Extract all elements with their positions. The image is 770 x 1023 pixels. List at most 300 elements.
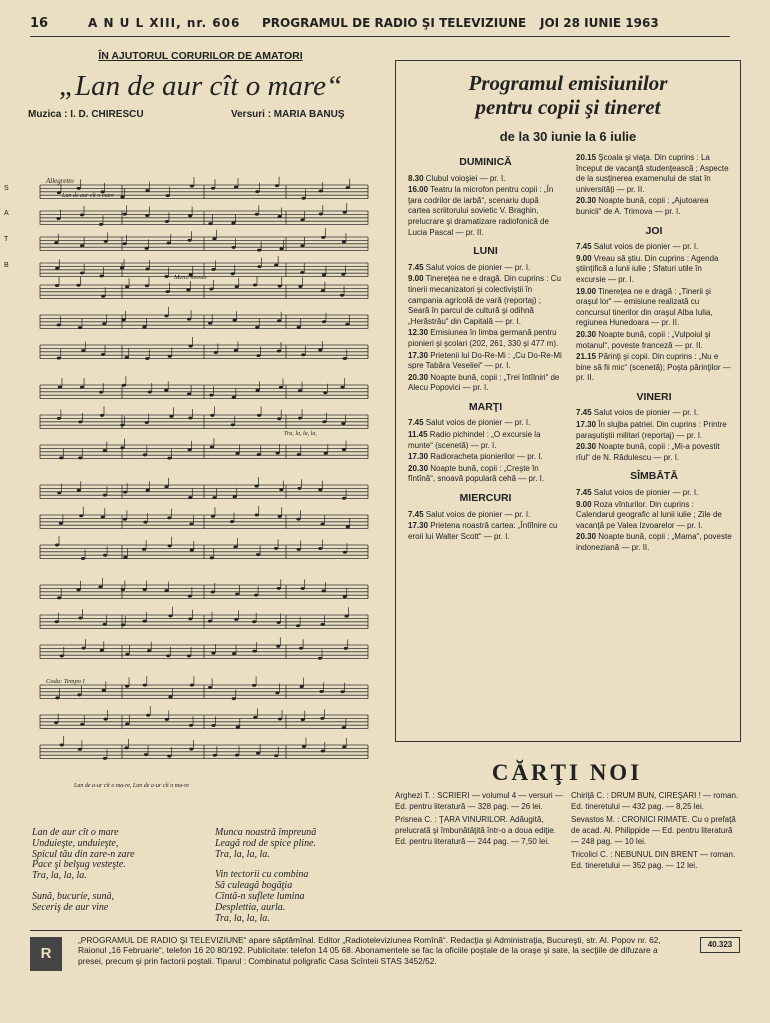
note-head <box>208 620 212 623</box>
note-head <box>164 275 168 278</box>
program-item-time: 9.00 <box>576 253 592 263</box>
note-head <box>297 487 301 490</box>
note-head <box>299 647 303 650</box>
note-head <box>231 272 235 275</box>
note-head <box>77 693 81 696</box>
note-head <box>168 695 172 698</box>
note-head <box>60 654 64 657</box>
note-head <box>208 222 212 225</box>
program-item-time: 19.00 <box>576 286 597 296</box>
note-head <box>125 653 129 656</box>
voice-letter-a: A <box>4 210 9 217</box>
note-head <box>300 685 304 688</box>
issue-label: A N U L XIII, nr. 606 <box>88 16 241 30</box>
note-head <box>77 187 81 190</box>
note-head <box>121 623 125 626</box>
note-head <box>57 357 61 360</box>
note-head <box>230 520 234 523</box>
note-head <box>298 285 302 288</box>
note-head <box>104 240 108 243</box>
note-head <box>277 319 281 322</box>
score-lyric-2: Tra, la, la, la, <box>284 431 317 437</box>
note-head <box>211 515 215 518</box>
note-head <box>100 414 104 417</box>
note-head <box>168 355 172 358</box>
program-item-time: 11.45 <box>408 430 428 440</box>
note-head <box>344 615 348 618</box>
note-head <box>122 384 126 387</box>
note-head <box>277 417 281 420</box>
note-head <box>233 495 237 498</box>
note-head <box>236 726 240 729</box>
note-head <box>213 754 217 757</box>
program-item <box>408 274 563 327</box>
note-head <box>276 451 280 454</box>
note-head <box>120 424 124 427</box>
note-head <box>341 273 345 276</box>
note-head <box>255 389 259 392</box>
program-item-text: Salut voios de pionier — pr. I. <box>591 242 699 252</box>
note-head <box>318 547 322 550</box>
note-head <box>324 452 328 455</box>
note-head <box>143 684 147 687</box>
song-lyrics <box>32 828 377 928</box>
program-period: de la 30 iunie la 6 iulie <box>499 129 637 144</box>
note-head <box>143 453 147 456</box>
note-head <box>318 349 322 352</box>
note-head <box>187 239 191 242</box>
program-item-time: 7.45 <box>408 509 424 519</box>
note-head <box>256 553 260 556</box>
note-head <box>189 748 193 751</box>
note-head <box>319 690 323 693</box>
note-head <box>188 214 192 217</box>
lyrics-credit: Versuri : MARIA BANUŞ <box>231 109 345 120</box>
program-item <box>408 185 563 238</box>
music-score <box>4 175 374 797</box>
note-head <box>255 326 259 329</box>
note-head <box>208 686 212 689</box>
note-head <box>81 557 85 560</box>
note-head <box>231 423 235 426</box>
note-head <box>255 190 259 193</box>
issue-date: JOI 28 IUNIE 1963 <box>540 16 659 30</box>
program-item <box>408 263 563 274</box>
note-head <box>99 391 103 394</box>
coda-marking: Coda: Tempo I <box>46 678 85 685</box>
note-head <box>145 357 149 360</box>
lyrics-stanza: Munca noastră împreună Leagă rod de spice pline. Tra, la, la, la. <box>215 827 317 860</box>
voice-letter-s: S <box>4 185 9 192</box>
program-item-text: Salut voios de pionier — pr. I. <box>423 418 531 428</box>
program-item <box>576 352 732 384</box>
note-head <box>279 247 283 250</box>
note-head <box>234 349 238 352</box>
lyrics-left-column <box>32 828 202 924</box>
note-head <box>55 267 59 270</box>
program-item-text: Vreau să ştiu. Din cuprins : Agenda ştiinţifică a lunii iulie ; Sfaturi utile în excursie — pr. I. <box>576 253 719 284</box>
note-head <box>121 588 125 591</box>
program-day-heading: MARŢI <box>468 400 503 413</box>
note-head <box>210 446 214 449</box>
note-head <box>253 716 257 719</box>
note-head <box>296 624 300 627</box>
note-head <box>123 556 127 559</box>
note-head <box>145 189 149 192</box>
note-head <box>343 551 347 554</box>
note-head <box>342 448 346 451</box>
program-title-line2: pentru copii şi tineret <box>475 95 661 119</box>
note-head <box>211 652 215 655</box>
note-head <box>254 594 258 597</box>
note-head <box>77 489 81 492</box>
note-head <box>320 717 324 720</box>
note-head <box>257 249 261 252</box>
note-head <box>322 273 326 276</box>
note-head <box>322 320 326 323</box>
program-item-text: Radioracheta pionierilor — pr. I. <box>428 452 543 462</box>
book-entry: Tricolici C. : NEBUNUL DIN BRENT — roman. Ed. tineretului — 352 pag. — 12 lei. <box>571 850 736 870</box>
note-head <box>257 414 261 417</box>
program-box <box>395 60 741 742</box>
program-item-time: 7.45 <box>408 418 424 428</box>
note-head <box>323 391 327 394</box>
music-credit: Muzica : I. D. CHIRESCU <box>28 109 144 120</box>
program-item-text: Salut voios de pionier — pr. I. <box>423 509 531 519</box>
program-item-time: 9.00 <box>408 274 424 284</box>
note-head <box>55 544 59 547</box>
program-column-2 <box>576 153 732 555</box>
radio-logo-icon: R <box>30 937 62 971</box>
note-head <box>277 587 281 590</box>
note-head <box>57 491 61 494</box>
note-head <box>234 618 238 621</box>
note-head <box>296 518 300 521</box>
note-head <box>252 684 256 687</box>
note-head <box>235 754 239 757</box>
note-head <box>342 240 346 243</box>
note-head <box>143 620 147 623</box>
note-head <box>169 415 173 418</box>
note-head <box>123 242 127 245</box>
program-item-text: Salut voios de pionier — pr. I. <box>591 488 699 498</box>
note-head <box>210 556 214 559</box>
note-head <box>235 285 239 288</box>
program-item-text: Salut voios de pionier — pr. I. <box>591 408 699 418</box>
note-head <box>278 285 282 288</box>
note-head <box>343 211 347 214</box>
program-item <box>408 521 563 542</box>
note-head <box>167 457 171 460</box>
program-item <box>576 330 732 351</box>
note-head <box>276 645 280 648</box>
program-item <box>576 488 732 499</box>
note-head <box>78 456 82 459</box>
note-head <box>98 585 102 588</box>
note-head <box>277 621 281 624</box>
note-head <box>302 745 306 748</box>
note-head <box>319 190 323 193</box>
note-head <box>168 544 172 547</box>
note-head <box>166 194 170 197</box>
note-head <box>232 652 236 655</box>
note-head <box>167 516 171 519</box>
note-head <box>320 623 324 626</box>
program-item <box>576 196 732 217</box>
section-label: ÎN AJUTORUL CORURILOR DE AMATORI <box>98 50 303 62</box>
note-head <box>255 514 259 517</box>
note-head <box>145 267 149 270</box>
program-item-time: 17.30 <box>408 350 429 360</box>
program-item <box>576 420 732 441</box>
note-head <box>78 420 82 423</box>
note-head <box>342 746 346 749</box>
program-column-1 <box>408 149 563 543</box>
lyrics-stanza: Lan de aur cît o mare Unduieşte, unduieşte, Spicul tău din zare-n zare Pace şi belşug vesteşte. Tra, la, la, la. <box>32 827 135 882</box>
program-item-time: 7.45 <box>408 262 424 272</box>
note-head <box>59 522 63 525</box>
program-item-text: Salut voios de pionier — pr. I. <box>423 262 531 272</box>
note-head <box>344 647 348 650</box>
note-head <box>143 521 147 524</box>
program-item <box>576 442 732 463</box>
program-item-time: 17.30 <box>408 521 429 531</box>
note-head <box>190 185 194 188</box>
note-head <box>146 714 150 717</box>
note-head <box>302 197 306 200</box>
note-head <box>321 289 325 292</box>
note-head <box>342 726 346 729</box>
program-item-text: Clubul voioşiei — pr. I. <box>423 173 506 183</box>
program-item <box>576 500 732 532</box>
note-head <box>101 516 105 519</box>
program-item-text: Prietenii lui Do-Re-Mi : „Cu Do-Re-Mi spre Tabăra Veseliei“ — pr. I. <box>408 350 562 371</box>
note-head <box>233 545 237 548</box>
page-number: 16 <box>30 16 49 31</box>
note-head <box>54 241 58 244</box>
note-head <box>142 325 146 328</box>
tempo-marking-2: Meno mosso <box>174 274 207 281</box>
note-head <box>57 417 61 420</box>
program-item-time: 7.45 <box>576 408 592 418</box>
note-head <box>235 452 239 455</box>
program-item <box>408 418 563 429</box>
note-head <box>235 593 239 596</box>
note-head <box>59 456 63 459</box>
note-head <box>279 386 283 389</box>
note-head <box>80 244 84 247</box>
imprint-code: 40.323 <box>700 937 740 953</box>
new-books-section <box>395 760 739 922</box>
note-head <box>190 684 194 687</box>
note-head <box>166 654 170 657</box>
program-day-heading: SÎMBĂTĂ <box>630 470 678 483</box>
program-item-time: 20.30 <box>576 196 597 206</box>
note-head <box>232 246 236 249</box>
note-head <box>120 266 124 269</box>
note-head <box>143 588 147 591</box>
program-item-time: 21.15 <box>576 352 597 362</box>
tempo-marking: Allegretto <box>46 177 74 185</box>
note-head <box>120 195 124 198</box>
note-head <box>340 690 344 693</box>
note-head <box>301 718 305 721</box>
note-head <box>167 241 171 244</box>
note-head <box>342 497 346 500</box>
note-head <box>212 237 216 240</box>
note-head <box>100 275 104 278</box>
note-head <box>345 323 349 326</box>
program-item-time: 16.00 <box>408 185 429 195</box>
note-head <box>340 294 344 297</box>
note-head <box>80 386 84 389</box>
voice-letter-b: B <box>4 262 9 269</box>
note-head <box>187 654 191 657</box>
note-head <box>57 596 61 599</box>
note-head <box>80 723 84 726</box>
note-head <box>322 589 326 592</box>
note-head <box>54 721 58 724</box>
note-head <box>189 724 193 727</box>
note-head <box>57 324 61 327</box>
note-head <box>257 453 261 456</box>
note-head <box>209 394 213 397</box>
note-head <box>322 420 326 423</box>
note-head <box>214 351 218 354</box>
note-head <box>256 752 260 755</box>
books-column-1 <box>395 790 563 849</box>
program-item <box>576 153 732 195</box>
note-head <box>104 718 108 721</box>
note-head <box>99 223 103 226</box>
program-item-text: Emisiunea în limba germană pentru pionieri şi şcolari (202, 261, 330 şi 477 m). <box>408 328 559 348</box>
note-head <box>300 271 304 274</box>
note-head <box>125 723 129 726</box>
program-item <box>408 510 563 521</box>
note-head <box>123 491 127 494</box>
program-item-text: Tinereţea ne e dragă : „Tinerii şi oraşul lor“ — emisiune realizată cu concursul tinerilor din oraşul Alba Iulia, regiunea Hunedoara — pr. II. <box>576 286 713 328</box>
program-item <box>576 242 732 253</box>
note-head <box>188 496 192 499</box>
program-item-text: Teatru la microfon pentru copii : „În ţara codrilor de iarbă“, scenariu după cartea scriitorului sovietic V. Braghin, prelucrare şi dramatizare radiofonică de Lucia Pascal — pr. II. <box>408 185 554 237</box>
program-item-text: Părinţi şi copii. Din cuprins : „Nu e bine să fii mic“ (scenetă); Poşta părinţilor — pr. II. <box>576 352 731 383</box>
note-head <box>297 548 301 551</box>
note-head <box>76 284 80 287</box>
program-item <box>408 452 563 463</box>
note-head <box>253 284 257 287</box>
note-head <box>81 647 85 650</box>
note-head <box>79 514 83 517</box>
book-entry: Arghezi T. : SCRIERI — volumul 4 — versuri — Ed. pentru literatură — 328 pag. — 26 lei. <box>395 791 563 811</box>
note-head <box>318 488 322 491</box>
note-head <box>346 186 350 189</box>
note-head <box>275 691 279 694</box>
note-head <box>212 496 216 499</box>
program-item-time: 7.45 <box>576 242 592 252</box>
book-entry: Chiriţă C. : DRUM BUN, CIREŞARI ! — roman. Ed. tineretului — 432 pag. — 8,25 lei. <box>571 791 739 811</box>
program-item-text: Roza vînturilor. Din cuprins : Calendarul geografic al lunii iulie ; Zile de vacanţă pe Valea Izvoarelor — pr. I. <box>576 499 722 530</box>
score-lyric-3: Lan de a-ur cît o ma-re, Lan de a-ur cît o ma-re <box>74 783 189 789</box>
note-head <box>277 350 281 353</box>
note-head <box>297 453 301 456</box>
program-item-text: Noapte bună, copii : „Mi-a povestit rîul“ de N. Rădulescu — pr. I. <box>576 442 720 462</box>
note-head <box>122 318 126 321</box>
note-head <box>320 523 324 526</box>
note-head <box>278 718 282 721</box>
note-head <box>297 326 301 329</box>
note-head <box>232 697 236 700</box>
note-head <box>103 494 107 497</box>
note-head <box>57 191 61 194</box>
imprint-footer <box>30 930 742 976</box>
program-item-time: 20.30 <box>576 532 597 542</box>
note-head <box>55 620 59 623</box>
program-day-heading: MIERCURI <box>459 492 512 505</box>
lyrics-right-column <box>215 828 385 934</box>
note-head <box>208 322 212 325</box>
note-head <box>148 390 152 393</box>
program-item-text: Radio pichindel : „O excursie la munte“ (scenetă) — pr. I. <box>408 430 541 450</box>
note-head <box>145 247 149 250</box>
note-head <box>124 746 128 749</box>
note-head <box>188 617 192 620</box>
note-head <box>123 518 127 521</box>
program-item-text: Noapte bună, copii : „Ajutoarea bunicii“ de A. Trimova — pr. I. <box>576 196 709 216</box>
note-head <box>164 314 168 317</box>
note-head <box>255 213 259 216</box>
note-head <box>102 322 106 325</box>
program-item-time: 9.00 <box>576 499 592 509</box>
note-head <box>278 215 282 218</box>
program-item-time: 20.30 <box>408 463 429 473</box>
note-head <box>256 354 260 357</box>
note-head <box>103 449 107 452</box>
song-header <box>28 50 373 123</box>
program-item <box>408 373 563 394</box>
note-head <box>274 547 278 550</box>
note-head <box>188 417 192 420</box>
note-head <box>209 288 213 291</box>
program-day-heading: VINERI <box>636 390 672 403</box>
note-head <box>103 757 107 760</box>
lyrics-stanza: Sună, bucurie, sună, Seceriş de aur vine <box>32 890 114 913</box>
note-head <box>187 318 191 321</box>
note-head <box>321 749 325 752</box>
note-head <box>101 353 105 356</box>
note-head <box>211 187 215 190</box>
program-item-time: 7.45 <box>576 488 592 498</box>
program-item-text: Noapte bună, copii : „Creşte în fîntînă“, snoavă populară cehă — pr. I. <box>408 463 545 484</box>
books-column-2 <box>571 790 739 873</box>
note-head <box>298 417 302 420</box>
program-day-heading: DUMINICĂ <box>459 156 512 168</box>
program-item-text: Noapte bună, copii : „Vulpoiul şi motanul“, poveste franceză — pr. II. <box>576 329 711 350</box>
note-head <box>278 515 282 518</box>
note-head <box>142 548 146 551</box>
note-head <box>125 356 129 359</box>
note-head <box>125 285 129 288</box>
note-head <box>60 744 64 747</box>
note-head <box>144 753 148 756</box>
note-head <box>145 421 149 424</box>
note-head <box>252 650 256 653</box>
program-item-time: 12.30 <box>408 328 429 338</box>
note-head <box>257 265 261 268</box>
song-title: „Lan de aur cît o mare“ <box>58 70 343 102</box>
note-head <box>274 754 278 757</box>
book-entry: Prisnea C. : ŢARA VINURILOR. Adăugită, prelucrată şi îmbunătăţită într-o a doua ediţie. Ed. pentru literatură — 244 pag. — 7,50 lei. <box>395 815 556 846</box>
score-lyric-1: Lan de aur cît o mare <box>62 193 114 199</box>
